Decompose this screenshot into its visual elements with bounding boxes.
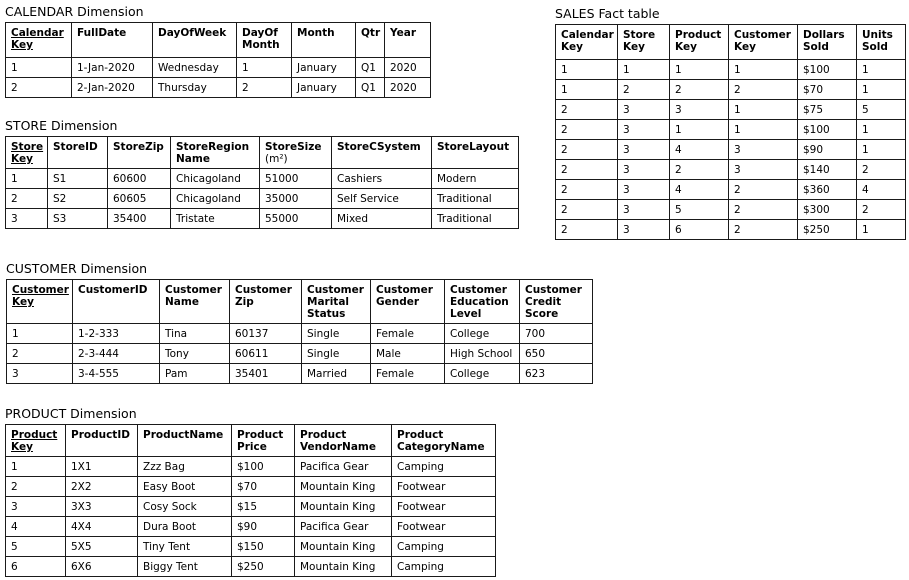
- table-cell: 650: [520, 344, 593, 364]
- table-row: [6, 189, 519, 209]
- table-cell: 2: [556, 100, 618, 120]
- table-cell: 2: [857, 160, 906, 180]
- table-cell: 60605: [108, 189, 171, 209]
- table-cell: $90: [798, 140, 857, 160]
- sales-header: [556, 25, 906, 60]
- table-cell: Male: [371, 344, 445, 364]
- table-cell: 2X2: [66, 477, 138, 497]
- table-cell: 700: [520, 324, 593, 344]
- table-cell: Footwear: [392, 517, 496, 537]
- table-cell: 2020: [385, 78, 431, 98]
- table-cell: 3: [618, 100, 670, 120]
- table-cell: 2: [556, 140, 618, 160]
- table-row: [6, 517, 496, 537]
- product-body: [6, 457, 496, 577]
- table-cell: 2: [556, 200, 618, 220]
- table-cell: 5X5: [66, 537, 138, 557]
- calendar-dimension: [5, 5, 431, 98]
- table-cell: $100: [798, 120, 857, 140]
- table-cell: Cashiers: [332, 169, 432, 189]
- store-dimension: [5, 119, 519, 229]
- table-cell: $360: [798, 180, 857, 200]
- table-row: [6, 209, 519, 229]
- table-row: [556, 100, 906, 120]
- table-cell: Mountain King: [295, 557, 392, 577]
- table-cell: $150: [232, 537, 295, 557]
- table-cell: 60600: [108, 169, 171, 189]
- calendar-col-header: FullDate: [72, 23, 153, 58]
- table-cell: Pacifica Gear: [295, 457, 392, 477]
- table-cell: 1: [670, 120, 729, 140]
- table-cell: 2: [670, 80, 729, 100]
- table-cell: 5: [6, 537, 66, 557]
- table-cell: Mountain King: [295, 537, 392, 557]
- table-cell: Traditional: [432, 189, 519, 209]
- product-col-header: ProductName: [138, 425, 232, 457]
- table-cell: 1: [237, 58, 292, 78]
- sales-col-header: Units Sold: [857, 25, 906, 60]
- table-row: [7, 364, 593, 384]
- store-title: STORE Dimension: [5, 118, 118, 133]
- table-cell: 4: [857, 180, 906, 200]
- table-cell: Self Service: [332, 189, 432, 209]
- table-cell: 4X4: [66, 517, 138, 537]
- table-cell: Q1: [356, 78, 385, 98]
- table-cell: 1: [729, 100, 798, 120]
- table-cell: 60611: [230, 344, 302, 364]
- store-col-header: StoreRegion Name: [171, 137, 260, 169]
- table-row: [556, 120, 906, 140]
- table-cell: 1X1: [66, 457, 138, 477]
- table-cell: Cosy Sock: [138, 497, 232, 517]
- table-cell: Footwear: [392, 497, 496, 517]
- store-col-header: StoreSize (m²): [260, 137, 332, 169]
- table-cell: 2: [6, 189, 48, 209]
- store-col-header: StoreLayout: [432, 137, 519, 169]
- sales-table: [555, 24, 906, 240]
- table-cell: Footwear: [392, 477, 496, 497]
- table-cell: Camping: [392, 457, 496, 477]
- table-cell: 1: [6, 58, 72, 78]
- table-cell: Mountain King: [295, 477, 392, 497]
- calendar-col-header: Month: [292, 23, 356, 58]
- table-cell: 3: [7, 364, 73, 384]
- table-cell: 3: [618, 160, 670, 180]
- table-cell: January: [292, 78, 356, 98]
- product-col-header: Product VendorName: [295, 425, 392, 457]
- table-cell: Single: [302, 344, 371, 364]
- calendar-title: CALENDAR Dimension: [5, 4, 144, 19]
- table-cell: Married: [302, 364, 371, 384]
- table-cell: $100: [798, 60, 857, 80]
- store-size-unit: (m²): [265, 153, 288, 165]
- table-cell: January: [292, 58, 356, 78]
- table-cell: 3: [6, 497, 66, 517]
- table-cell: 60137: [230, 324, 302, 344]
- table-row: [6, 537, 496, 557]
- table-cell: 1: [670, 60, 729, 80]
- table-cell: Camping: [392, 557, 496, 577]
- table-cell: Thursday: [153, 78, 237, 98]
- table-cell: 1: [857, 140, 906, 160]
- table-cell: 1: [6, 457, 66, 477]
- table-cell: 2: [670, 160, 729, 180]
- table-cell: Modern: [432, 169, 519, 189]
- table-cell: Chicagoland: [171, 189, 260, 209]
- calendar-col-header: Qtr: [356, 23, 385, 58]
- calendar-header: [6, 23, 431, 58]
- table-cell: 2020: [385, 58, 431, 78]
- table-cell: 3-4-555: [73, 364, 160, 384]
- table-row: [6, 58, 431, 78]
- table-cell: $250: [798, 220, 857, 240]
- table-row: [556, 140, 906, 160]
- table-cell: 1: [729, 120, 798, 140]
- product-col-header: Product CategoryName: [392, 425, 496, 457]
- table-cell: 1: [6, 169, 48, 189]
- table-cell: Mountain King: [295, 497, 392, 517]
- table-cell: $75: [798, 100, 857, 120]
- table-cell: 1: [556, 80, 618, 100]
- table-cell: 2: [7, 344, 73, 364]
- table-cell: $250: [232, 557, 295, 577]
- table-cell: College: [445, 364, 520, 384]
- table-cell: Pam: [160, 364, 230, 384]
- table-cell: $100: [232, 457, 295, 477]
- calendar-col-header: Calendar Key: [6, 23, 72, 58]
- table-cell: 3: [618, 180, 670, 200]
- customer-dimension: [6, 262, 593, 384]
- table-cell: Pacifica Gear: [295, 517, 392, 537]
- table-cell: 2: [556, 220, 618, 240]
- table-cell: 5: [670, 200, 729, 220]
- table-row: [556, 180, 906, 200]
- product-col-header: Product Price: [232, 425, 295, 457]
- table-cell: 3: [6, 209, 48, 229]
- store-col-header: StoreZip: [108, 137, 171, 169]
- table-cell: Dura Boot: [138, 517, 232, 537]
- table-cell: $140: [798, 160, 857, 180]
- table-cell: Mixed: [332, 209, 432, 229]
- table-cell: 2-3-444: [73, 344, 160, 364]
- table-cell: 6: [6, 557, 66, 577]
- table-cell: 2: [237, 78, 292, 98]
- table-cell: 1-Jan-2020: [72, 58, 153, 78]
- table-cell: 2: [556, 160, 618, 180]
- table-row: [6, 78, 431, 98]
- sales-body: [556, 60, 906, 240]
- table-cell: S3: [48, 209, 108, 229]
- sales-col-header: Customer Key: [729, 25, 798, 60]
- table-cell: 2: [729, 80, 798, 100]
- product-dimension: [5, 407, 496, 577]
- store-col-header: StoreCSystem: [332, 137, 432, 169]
- table-cell: 3: [618, 140, 670, 160]
- calendar-col-header: DayOf Month: [237, 23, 292, 58]
- table-cell: 35401: [230, 364, 302, 384]
- table-cell: Q1: [356, 58, 385, 78]
- table-row: [6, 457, 496, 477]
- table-cell: Female: [371, 364, 445, 384]
- table-cell: 1: [857, 220, 906, 240]
- table-cell: 2: [6, 78, 72, 98]
- table-cell: Tristate: [171, 209, 260, 229]
- table-cell: 1: [857, 120, 906, 140]
- table-cell: 35400: [108, 209, 171, 229]
- table-cell: 35000: [260, 189, 332, 209]
- table-cell: 51000: [260, 169, 332, 189]
- table-cell: 55000: [260, 209, 332, 229]
- table-row: [556, 60, 906, 80]
- product-table: [5, 424, 496, 577]
- table-cell: $15: [232, 497, 295, 517]
- table-cell: 2: [556, 120, 618, 140]
- table-row: [556, 160, 906, 180]
- customer-header: [7, 280, 593, 324]
- table-cell: Easy Boot: [138, 477, 232, 497]
- product-col-header: ProductID: [66, 425, 138, 457]
- table-cell: 4: [670, 180, 729, 200]
- table-row: [556, 80, 906, 100]
- customer-col-header: Customer Gender: [371, 280, 445, 324]
- table-cell: 1: [729, 60, 798, 80]
- table-cell: 1: [618, 60, 670, 80]
- table-cell: 2: [6, 477, 66, 497]
- store-col-header: Store Key: [6, 137, 48, 169]
- table-cell: Wednesday: [153, 58, 237, 78]
- table-cell: Tiny Tent: [138, 537, 232, 557]
- customer-col-header: Customer Marital Status: [302, 280, 371, 324]
- table-cell: 5: [857, 100, 906, 120]
- customer-col-header: Customer Name: [160, 280, 230, 324]
- table-cell: 1: [7, 324, 73, 344]
- sales-col-header: Product Key: [670, 25, 729, 60]
- customer-col-header: Customer Education Level: [445, 280, 520, 324]
- table-cell: 2: [857, 200, 906, 220]
- table-cell: 2-Jan-2020: [72, 78, 153, 98]
- table-cell: S2: [48, 189, 108, 209]
- customer-body: [7, 324, 593, 384]
- store-body: [6, 169, 519, 229]
- calendar-table: [5, 22, 431, 98]
- table-cell: 6X6: [66, 557, 138, 577]
- table-cell: 1-2-333: [73, 324, 160, 344]
- table-cell: 3X3: [66, 497, 138, 517]
- table-cell: 3: [729, 140, 798, 160]
- customer-col-header: CustomerID: [73, 280, 160, 324]
- table-cell: 3: [618, 120, 670, 140]
- table-cell: $70: [798, 80, 857, 100]
- table-cell: Biggy Tent: [138, 557, 232, 577]
- table-cell: 2: [729, 180, 798, 200]
- customer-col-header: Customer Credit Score: [520, 280, 593, 324]
- customer-col-header: Customer Zip: [230, 280, 302, 324]
- table-cell: Traditional: [432, 209, 519, 229]
- table-cell: 2: [618, 80, 670, 100]
- table-cell: 623: [520, 364, 593, 384]
- sales-fact-table: [555, 7, 906, 240]
- table-cell: 2: [729, 220, 798, 240]
- table-cell: Tina: [160, 324, 230, 344]
- table-cell: 1: [857, 60, 906, 80]
- table-cell: 1: [857, 80, 906, 100]
- customer-title: CUSTOMER Dimension: [6, 261, 148, 276]
- table-row: [6, 477, 496, 497]
- table-cell: 2: [729, 200, 798, 220]
- table-cell: S1: [48, 169, 108, 189]
- sales-col-header: Calendar Key: [556, 25, 618, 60]
- table-cell: High School: [445, 344, 520, 364]
- sales-title: SALES Fact table: [555, 6, 660, 21]
- table-row: [556, 220, 906, 240]
- calendar-col-header: DayOfWeek: [153, 23, 237, 58]
- customer-table: [6, 279, 593, 384]
- calendar-body: [6, 58, 431, 98]
- table-cell: $90: [232, 517, 295, 537]
- table-row: [6, 557, 496, 577]
- table-row: [556, 200, 906, 220]
- table-cell: 4: [6, 517, 66, 537]
- table-row: [7, 344, 593, 364]
- table-cell: College: [445, 324, 520, 344]
- product-col-header: Product Key: [6, 425, 66, 457]
- product-header: [6, 425, 496, 457]
- table-cell: 6: [670, 220, 729, 240]
- table-cell: 3: [618, 220, 670, 240]
- table-cell: 3: [729, 160, 798, 180]
- product-title: PRODUCT Dimension: [5, 406, 137, 421]
- customer-col-header: Customer Key: [7, 280, 73, 324]
- table-cell: Single: [302, 324, 371, 344]
- table-row: [7, 324, 593, 344]
- sales-col-header: Dollars Sold: [798, 25, 857, 60]
- table-cell: Camping: [392, 537, 496, 557]
- table-cell: $70: [232, 477, 295, 497]
- table-cell: $300: [798, 200, 857, 220]
- store-col-header: StoreID: [48, 137, 108, 169]
- table-cell: 3: [670, 100, 729, 120]
- table-cell: Tony: [160, 344, 230, 364]
- table-cell: 2: [556, 180, 618, 200]
- table-cell: Chicagoland: [171, 169, 260, 189]
- table-cell: 1: [556, 60, 618, 80]
- table-cell: 4: [670, 140, 729, 160]
- table-cell: Zzz Bag: [138, 457, 232, 477]
- table-row: [6, 497, 496, 517]
- table-cell: 3: [618, 200, 670, 220]
- sales-col-header: Store Key: [618, 25, 670, 60]
- table-row: [6, 169, 519, 189]
- store-header: [6, 137, 519, 169]
- store-table: [5, 136, 519, 229]
- calendar-col-header: Year: [385, 23, 431, 58]
- table-cell: Female: [371, 324, 445, 344]
